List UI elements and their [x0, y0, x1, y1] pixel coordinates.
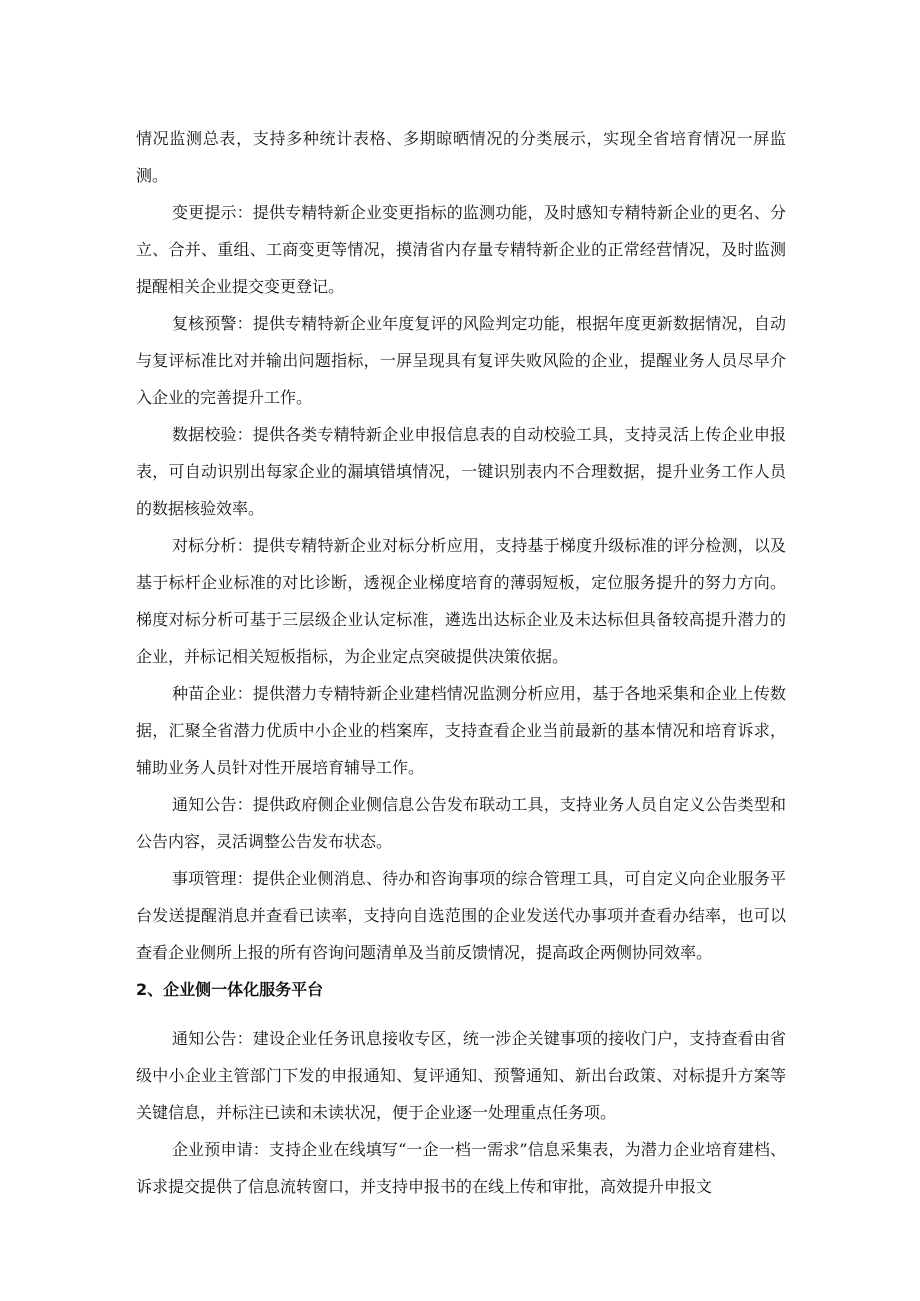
paragraph-notice-government: 通知公告：提供政府侧企业侧信息公告发布联动工具，支持业务人员自定义公告类型和公告内容，灵活调整公告发布状态。 [136, 795, 786, 851]
paragraph-data-validation: 数据校验：提供各类专精特新企业申报信息表的自动校验工具，支持灵活上传企业申报表，可自动识别出每家企业的漏填错填情况，一键识别表内不合理数据，提升业务工作人员的数据核验效率。 [136, 425, 786, 518]
document-body [136, 120, 786, 1205]
paragraph-monitoring-summary: 情况监测总表，支持多种统计表格、多期晾晒情况的分类展示，实现全省培育情况一屏监测。 [136, 129, 786, 185]
paragraph-review-warning: 复核预警：提供专精特新企业年度复评的风险判定功能，根据年度更新数据情况，自动与复评标准比对并输出问题指标，一屏呈现具有复评失败风险的企业，提醒业务人员尽早介入企业的完善提升工作。 [136, 314, 786, 407]
paragraph-seedling-enterprises: 种苗企业：提供潜力专精特新企业建档情况监测分析应用，基于各地采集和企业上传数据，汇聚全省潜力优质中小企业的档案库，支持查看企业当前最新的基本情况和培育诉求，辅助业务人员针对性开展培育辅导工作。 [136, 684, 786, 777]
paragraph-pre-application: 企业预申请：支持企业在线填写“一企一档一需求”信息采集表，为潜力企业培育建档、诉求提交提供了信息流转窗口，并支持申报书的在线上传和审批，高效提升申报文 [136, 1140, 786, 1196]
section-heading-enterprise-platform: 2、企业侧一体化服务平台 [136, 980, 324, 999]
paragraph-change-alert: 变更提示：提供专精特新企业变更指标的监测功能，及时感知专精特新企业的更名、分立、合并、重组、工商变更等情况，摸清省内存量专精特新企业的正常经营情况，及时监测提醒相关企业提交变更登记。 [136, 203, 786, 296]
paragraph-notice-enterprise: 通知公告：建设企业任务讯息接收专区，统一涉企关键事项的接收门户，支持查看由省级中小企业主管部门下发的申报通知、复评通知、预警通知、新出台政策、对标提升方案等关键信息，并标注已读和未读状况，便于企业逐一处理重点任务项。 [136, 1029, 786, 1122]
paragraph-benchmark-analysis: 对标分析：提供专精特新企业对标分析应用，支持基于梯度升级标准的评分检测，以及基于标杆企业标准的对比诊断，透视企业梯度培育的薄弱短板，定位服务提升的努力方向。梯度对标分析可基于三层级企业认定标准，遴选出达标企业及未达标但具备较高提升潜力的企业，并标记相关短板指标，为企业定点突破提供决策依据。 [136, 536, 786, 666]
paragraph-matter-management: 事项管理：提供企业侧消息、待办和咨询事项的综合管理工具，可自定义向企业服务平台发送提醒消息并查看已读率，支持向自选范围的企业发送代办事项并查看办结率，也可以查看企业侧所上报的所有咨询问题清单及当前反馈情况，提高政企两侧协同效率。 [136, 869, 786, 962]
